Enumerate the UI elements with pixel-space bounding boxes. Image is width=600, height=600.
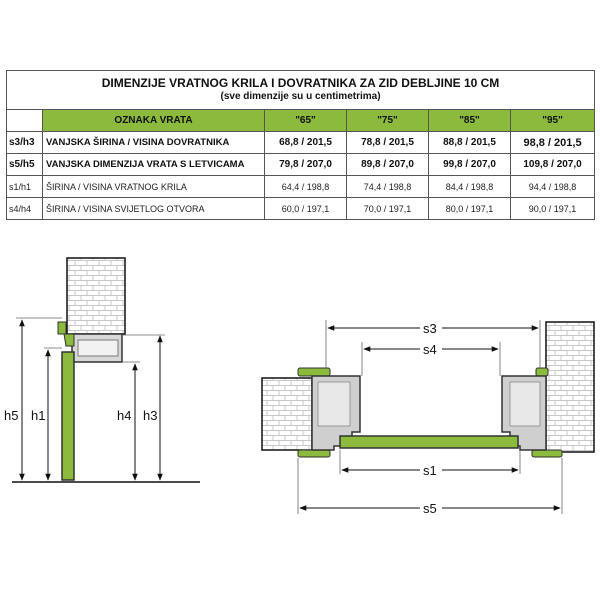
row-value: 94,4 / 198,8 <box>511 176 595 198</box>
label-h4: h4 <box>117 408 132 423</box>
label-s3: s3 <box>423 321 437 336</box>
frame-left-inner <box>318 382 350 426</box>
label-s5: s5 <box>423 501 437 516</box>
side-section-view <box>4 258 200 482</box>
row-value: 89,8 / 207,0 <box>347 154 429 176</box>
row-value: 80,0 / 197,1 <box>429 198 511 220</box>
header-door-label: OZNAKA VRATA <box>43 110 265 132</box>
row-value: 70,0 / 197,1 <box>347 198 429 220</box>
row-description: VANJSKA DIMENZIJA VRATA S LETVICAMA <box>43 154 265 176</box>
header-size-75: "75" <box>347 110 429 132</box>
row-value: 78,8 / 201,5 <box>347 132 429 154</box>
trim-strip-side <box>64 334 74 346</box>
row-value: 84,4 / 198,8 <box>429 176 511 198</box>
trim-strip-top <box>58 322 66 334</box>
door-leaf-section <box>62 352 74 480</box>
frame-right-inner <box>510 382 540 426</box>
label-h1: h1 <box>31 408 46 423</box>
label-s1: s1 <box>423 463 437 478</box>
label-h3: h3 <box>143 408 158 423</box>
label-h5: h5 <box>4 408 19 423</box>
row-value: 74,4 / 198,8 <box>347 176 429 198</box>
row-value: 98,8 / 201,5 <box>511 132 595 154</box>
trim-right-bottom <box>532 450 562 457</box>
header-size-65: "65" <box>265 110 347 132</box>
trim-left-bottom <box>298 450 330 457</box>
row-value: 68,8 / 201,5 <box>265 132 347 154</box>
row-code: s3/h3 <box>7 132 43 154</box>
trim-left-top <box>298 368 330 376</box>
label-s4: s4 <box>423 342 437 357</box>
row-value: 90,0 / 197,1 <box>511 198 595 220</box>
row-code: s4/h4 <box>7 198 43 220</box>
row-description: ŠIRINA / VISINA VRATNOG KRILA <box>43 176 265 198</box>
row-value: 79,8 / 207,0 <box>265 154 347 176</box>
door-leaf-plan <box>340 436 518 448</box>
row-value: 109,8 / 207,0 <box>511 154 595 176</box>
row-code: s5/h5 <box>7 154 43 176</box>
header-size-95: "95" <box>511 110 595 132</box>
plan-section-view <box>262 318 594 516</box>
wall-left <box>262 378 312 450</box>
table-title: DIMENZIJE VRATNOG KRILA I DOVRATNIKA ZA ZID DEBLJINE 10 CM <box>101 76 500 90</box>
row-code: s1/h1 <box>7 176 43 198</box>
table-subtitle: (sve dimenzije su u centimetrima) <box>220 91 381 102</box>
wall-right <box>546 322 594 452</box>
row-description: ŠIRINA / VISINA SVIJETLOG OTVORA <box>43 198 265 220</box>
wall-above-door <box>67 258 125 334</box>
header-size-85: "85" <box>429 110 511 132</box>
row-value: 60,0 / 197,1 <box>265 198 347 220</box>
row-description: VANJSKA ŠIRINA / VISINA DOVRATNIKA <box>43 132 265 154</box>
row-value: 88,8 / 201,5 <box>429 132 511 154</box>
row-value: 99,8 / 207,0 <box>429 154 511 176</box>
trim-right-top <box>536 368 548 376</box>
row-value: 64,4 / 198,8 <box>265 176 347 198</box>
frame-head-inner <box>78 340 118 356</box>
